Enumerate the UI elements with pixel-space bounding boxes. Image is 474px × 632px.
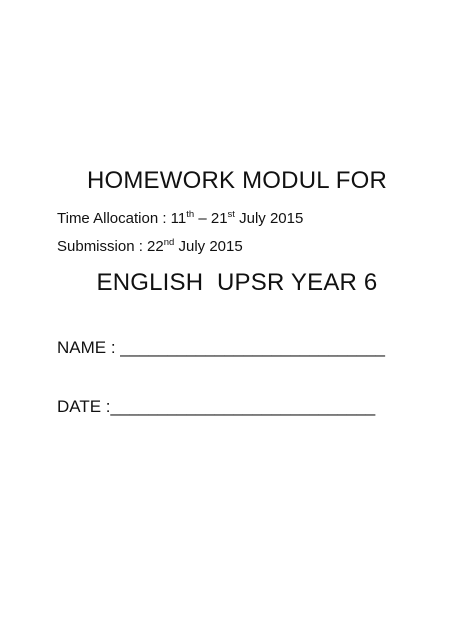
time-allocation-sup-1: th bbox=[186, 209, 195, 220]
title-line-2: ENGLISH UPSR YEAR 6 bbox=[96, 269, 378, 296]
time-allocation-sup-2: st bbox=[227, 209, 235, 220]
date-field: DATE :____________________________ bbox=[57, 397, 376, 416]
time-allocation-suffix: July 2015 bbox=[234, 210, 304, 227]
document-title bbox=[0, 96, 474, 368]
name-field: NAME : ____________________________ bbox=[57, 338, 386, 357]
time-allocation-prefix: Time Allocation : 11 bbox=[57, 210, 187, 227]
submission-sup: nd bbox=[163, 237, 175, 248]
submission-suffix: July 2015 bbox=[174, 238, 243, 255]
submission-date bbox=[57, 237, 243, 257]
title-line-1: HOMEWORK MODUL FOR bbox=[86, 167, 388, 194]
time-allocation-middle: – 21 bbox=[194, 210, 228, 227]
submission-prefix: Submission : 22 bbox=[57, 238, 164, 255]
time-allocation bbox=[57, 209, 303, 229]
